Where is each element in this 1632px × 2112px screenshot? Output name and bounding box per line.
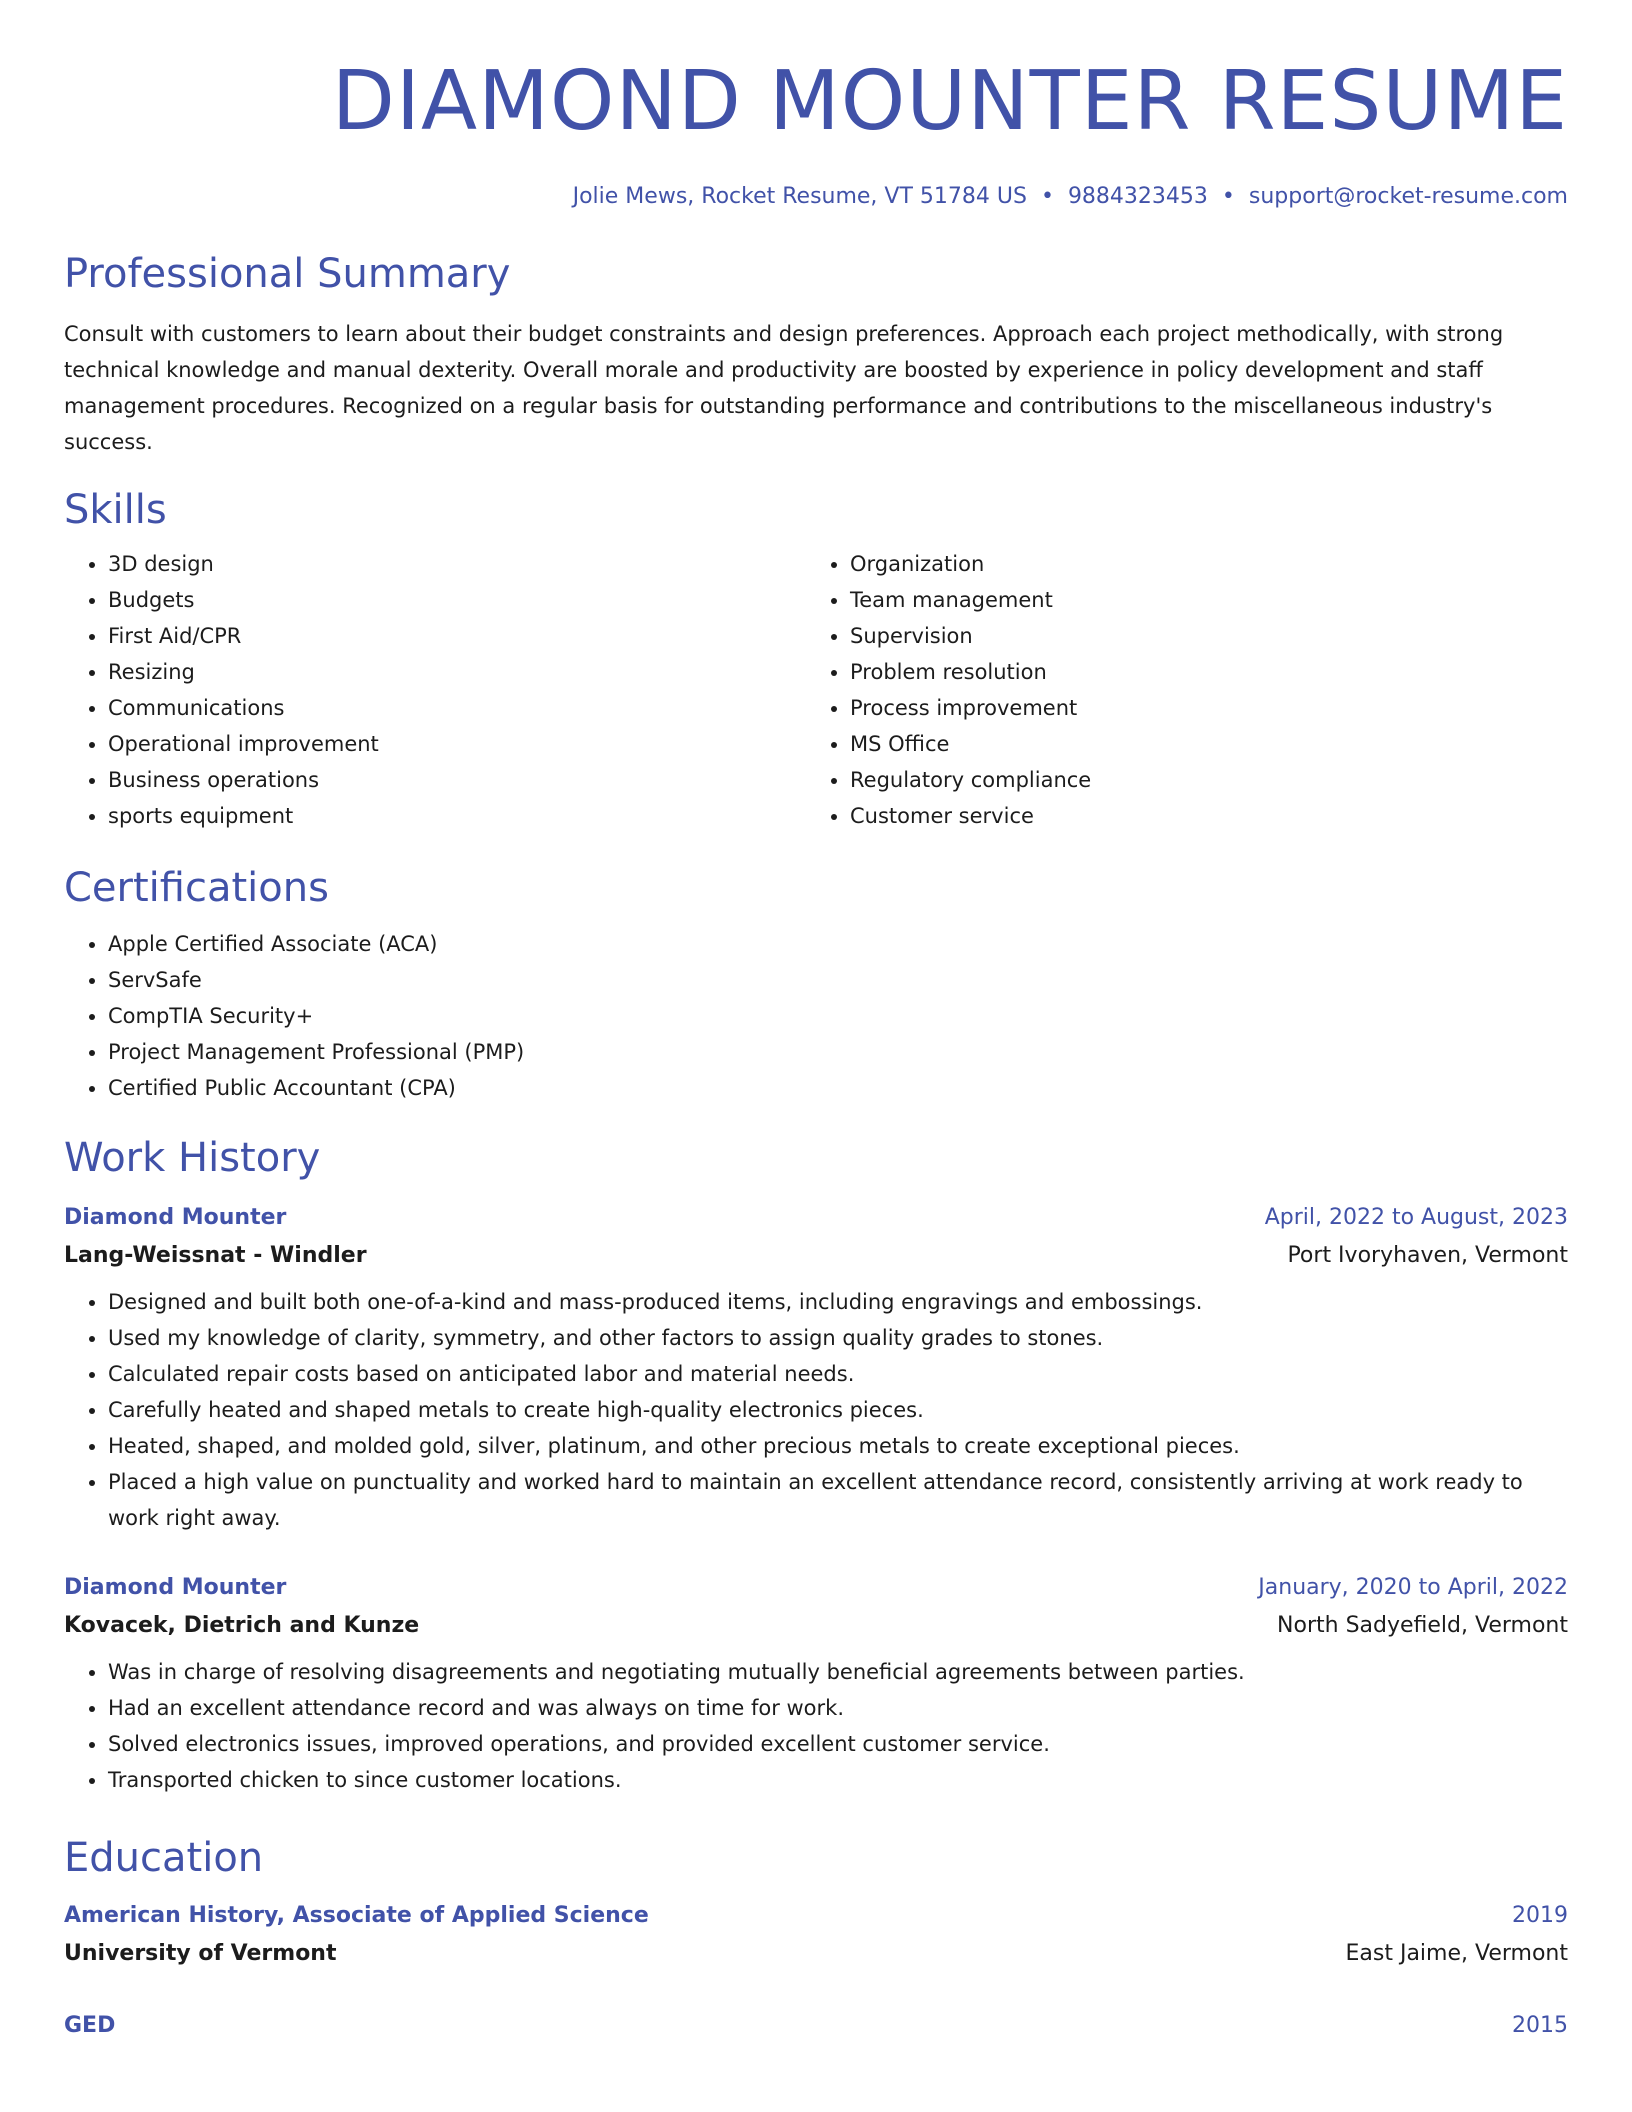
certification-item: • CompTIA Security+ bbox=[108, 998, 1568, 1034]
education-entry bbox=[64, 1898, 1568, 1974]
skills-list-right bbox=[806, 546, 1548, 834]
job-duty: • Carefully heated and shaped metals to create high-quality electronics pieces. bbox=[108, 1392, 1568, 1428]
education-year: 2015 bbox=[1512, 2013, 1568, 2038]
education-degree: GED bbox=[64, 2013, 116, 2038]
education-school: University of Vermont bbox=[64, 1941, 337, 1966]
job-location: Port Ivoryhaven, Vermont bbox=[1287, 1243, 1568, 1268]
summary-heading: Professional Summary bbox=[64, 251, 511, 297]
contact-separator: • bbox=[1040, 184, 1054, 209]
job-duty: • Had an excellent attendance record and was always on time for work. bbox=[108, 1690, 1568, 1726]
education-degree-row bbox=[64, 1898, 1568, 1934]
job-duty: • Used my knowledge of clarity, symmetry, and other factors to assign quality grades to stones. bbox=[108, 1320, 1568, 1356]
skill-item: • Regulatory compliance bbox=[850, 762, 1548, 798]
job-title-row bbox=[64, 1200, 1568, 1236]
job-duty: • Was in charge of resolving disagreements and negotiating mutually beneficial agreements between parties. bbox=[108, 1654, 1568, 1690]
skill-item: • Communications bbox=[108, 690, 806, 726]
job-duty: • Placed a high value on punctuality and worked hard to maintain an excellent attendance record, consistently arriving at work ready to work right away. bbox=[108, 1464, 1568, 1536]
job-entry bbox=[64, 1200, 1568, 1536]
job-title-row bbox=[64, 1570, 1568, 1606]
education-degree: American History, Associate of Applied Science bbox=[64, 1903, 649, 1928]
skill-item: • Organization bbox=[850, 546, 1548, 582]
job-duties-list bbox=[64, 1654, 1568, 1798]
skill-item: • Process improvement bbox=[850, 690, 1548, 726]
job-duty: • Designed and built both one-of-a-kind and mass-produced items, including engravings and embossings. bbox=[108, 1284, 1568, 1320]
job-duty: • Heated, shaped, and molded gold, silver, platinum, and other precious metals to create exceptional pieces. bbox=[108, 1428, 1568, 1464]
work-history-heading: Work History bbox=[64, 1135, 321, 1181]
education-year: 2019 bbox=[1512, 1903, 1568, 1928]
certification-item: • Certified Public Accountant (CPA) bbox=[108, 1070, 1568, 1106]
summary-text: Consult with customers to learn about their budget constraints and design preferences. Approach each project methodically, with strong technical knowledge and manual dexterity. Overall morale and productivity are boosted by experience in policy development and staff management procedures. Recognized on a regular basis for outstanding performance and contributions to the miscellaneous industry's success. bbox=[64, 322, 1504, 454]
job-dates: January, 2020 to April, 2022 bbox=[1258, 1575, 1568, 1600]
job-dates: April, 2022 to August, 2023 bbox=[1264, 1205, 1568, 1230]
skill-item: • Budgets bbox=[108, 582, 806, 618]
contact-phone: 9884323453 bbox=[1067, 184, 1208, 209]
skill-item: • Supervision bbox=[850, 618, 1548, 654]
skill-item: • Business operations bbox=[108, 762, 806, 798]
education-heading: Education bbox=[64, 1835, 264, 1881]
contact-line bbox=[64, 182, 1568, 212]
job-company-row bbox=[64, 1236, 1568, 1276]
certifications-list bbox=[64, 926, 1568, 1106]
skill-item: • MS Office bbox=[850, 726, 1548, 762]
contact-separator: • bbox=[1221, 184, 1235, 209]
certification-item: • Apple Certified Associate (ACA) bbox=[108, 926, 1568, 962]
skills-heading: Skills bbox=[64, 487, 167, 533]
skills-list-left bbox=[64, 546, 806, 834]
resume-name: DIAMOND MOUNTER RESUME bbox=[331, 54, 1568, 149]
skill-item: • Team management bbox=[850, 582, 1548, 618]
education-degree-row bbox=[64, 2008, 1568, 2044]
job-title: Diamond Mounter bbox=[64, 1205, 287, 1230]
job-title: Diamond Mounter bbox=[64, 1575, 287, 1600]
contact-email: support@rocket-resume.com bbox=[1248, 184, 1568, 209]
skills-grid bbox=[64, 546, 1568, 834]
education-school-row bbox=[64, 1934, 1568, 1974]
education-entry bbox=[64, 2008, 1568, 2044]
job-duties-list bbox=[64, 1284, 1568, 1536]
job-company: Lang-Weissnat - Windler bbox=[64, 1243, 367, 1268]
skill-item: • Customer service bbox=[850, 798, 1548, 834]
job-duty: • Solved electronics issues, improved operations, and provided excellent customer service. bbox=[108, 1726, 1568, 1762]
contact-address: Jolie Mews, Rocket Resume, VT 51784 US bbox=[572, 184, 1027, 209]
certification-item: • ServSafe bbox=[108, 962, 1568, 998]
job-company-row bbox=[64, 1606, 1568, 1646]
skill-item: • sports equipment bbox=[108, 798, 806, 834]
job-location: North Sadyefield, Vermont bbox=[1277, 1613, 1568, 1638]
skill-item: • Resizing bbox=[108, 654, 806, 690]
skill-item: • Problem resolution bbox=[850, 654, 1548, 690]
certification-item: • Project Management Professional (PMP) bbox=[108, 1034, 1568, 1070]
education-location: East Jaime, Vermont bbox=[1345, 1941, 1568, 1966]
skill-item: • 3D design bbox=[108, 546, 806, 582]
skill-item: • Operational improvement bbox=[108, 726, 806, 762]
resume-header bbox=[64, 0, 1568, 212]
job-company: Kovacek, Dietrich and Kunze bbox=[64, 1613, 420, 1638]
job-duty: • Transported chicken to since customer locations. bbox=[108, 1762, 1568, 1798]
certifications-heading: Certifications bbox=[64, 865, 329, 911]
job-entry bbox=[64, 1570, 1568, 1798]
job-duty: • Calculated repair costs based on anticipated labor and material needs. bbox=[108, 1356, 1568, 1392]
skill-item: • First Aid/CPR bbox=[108, 618, 806, 654]
